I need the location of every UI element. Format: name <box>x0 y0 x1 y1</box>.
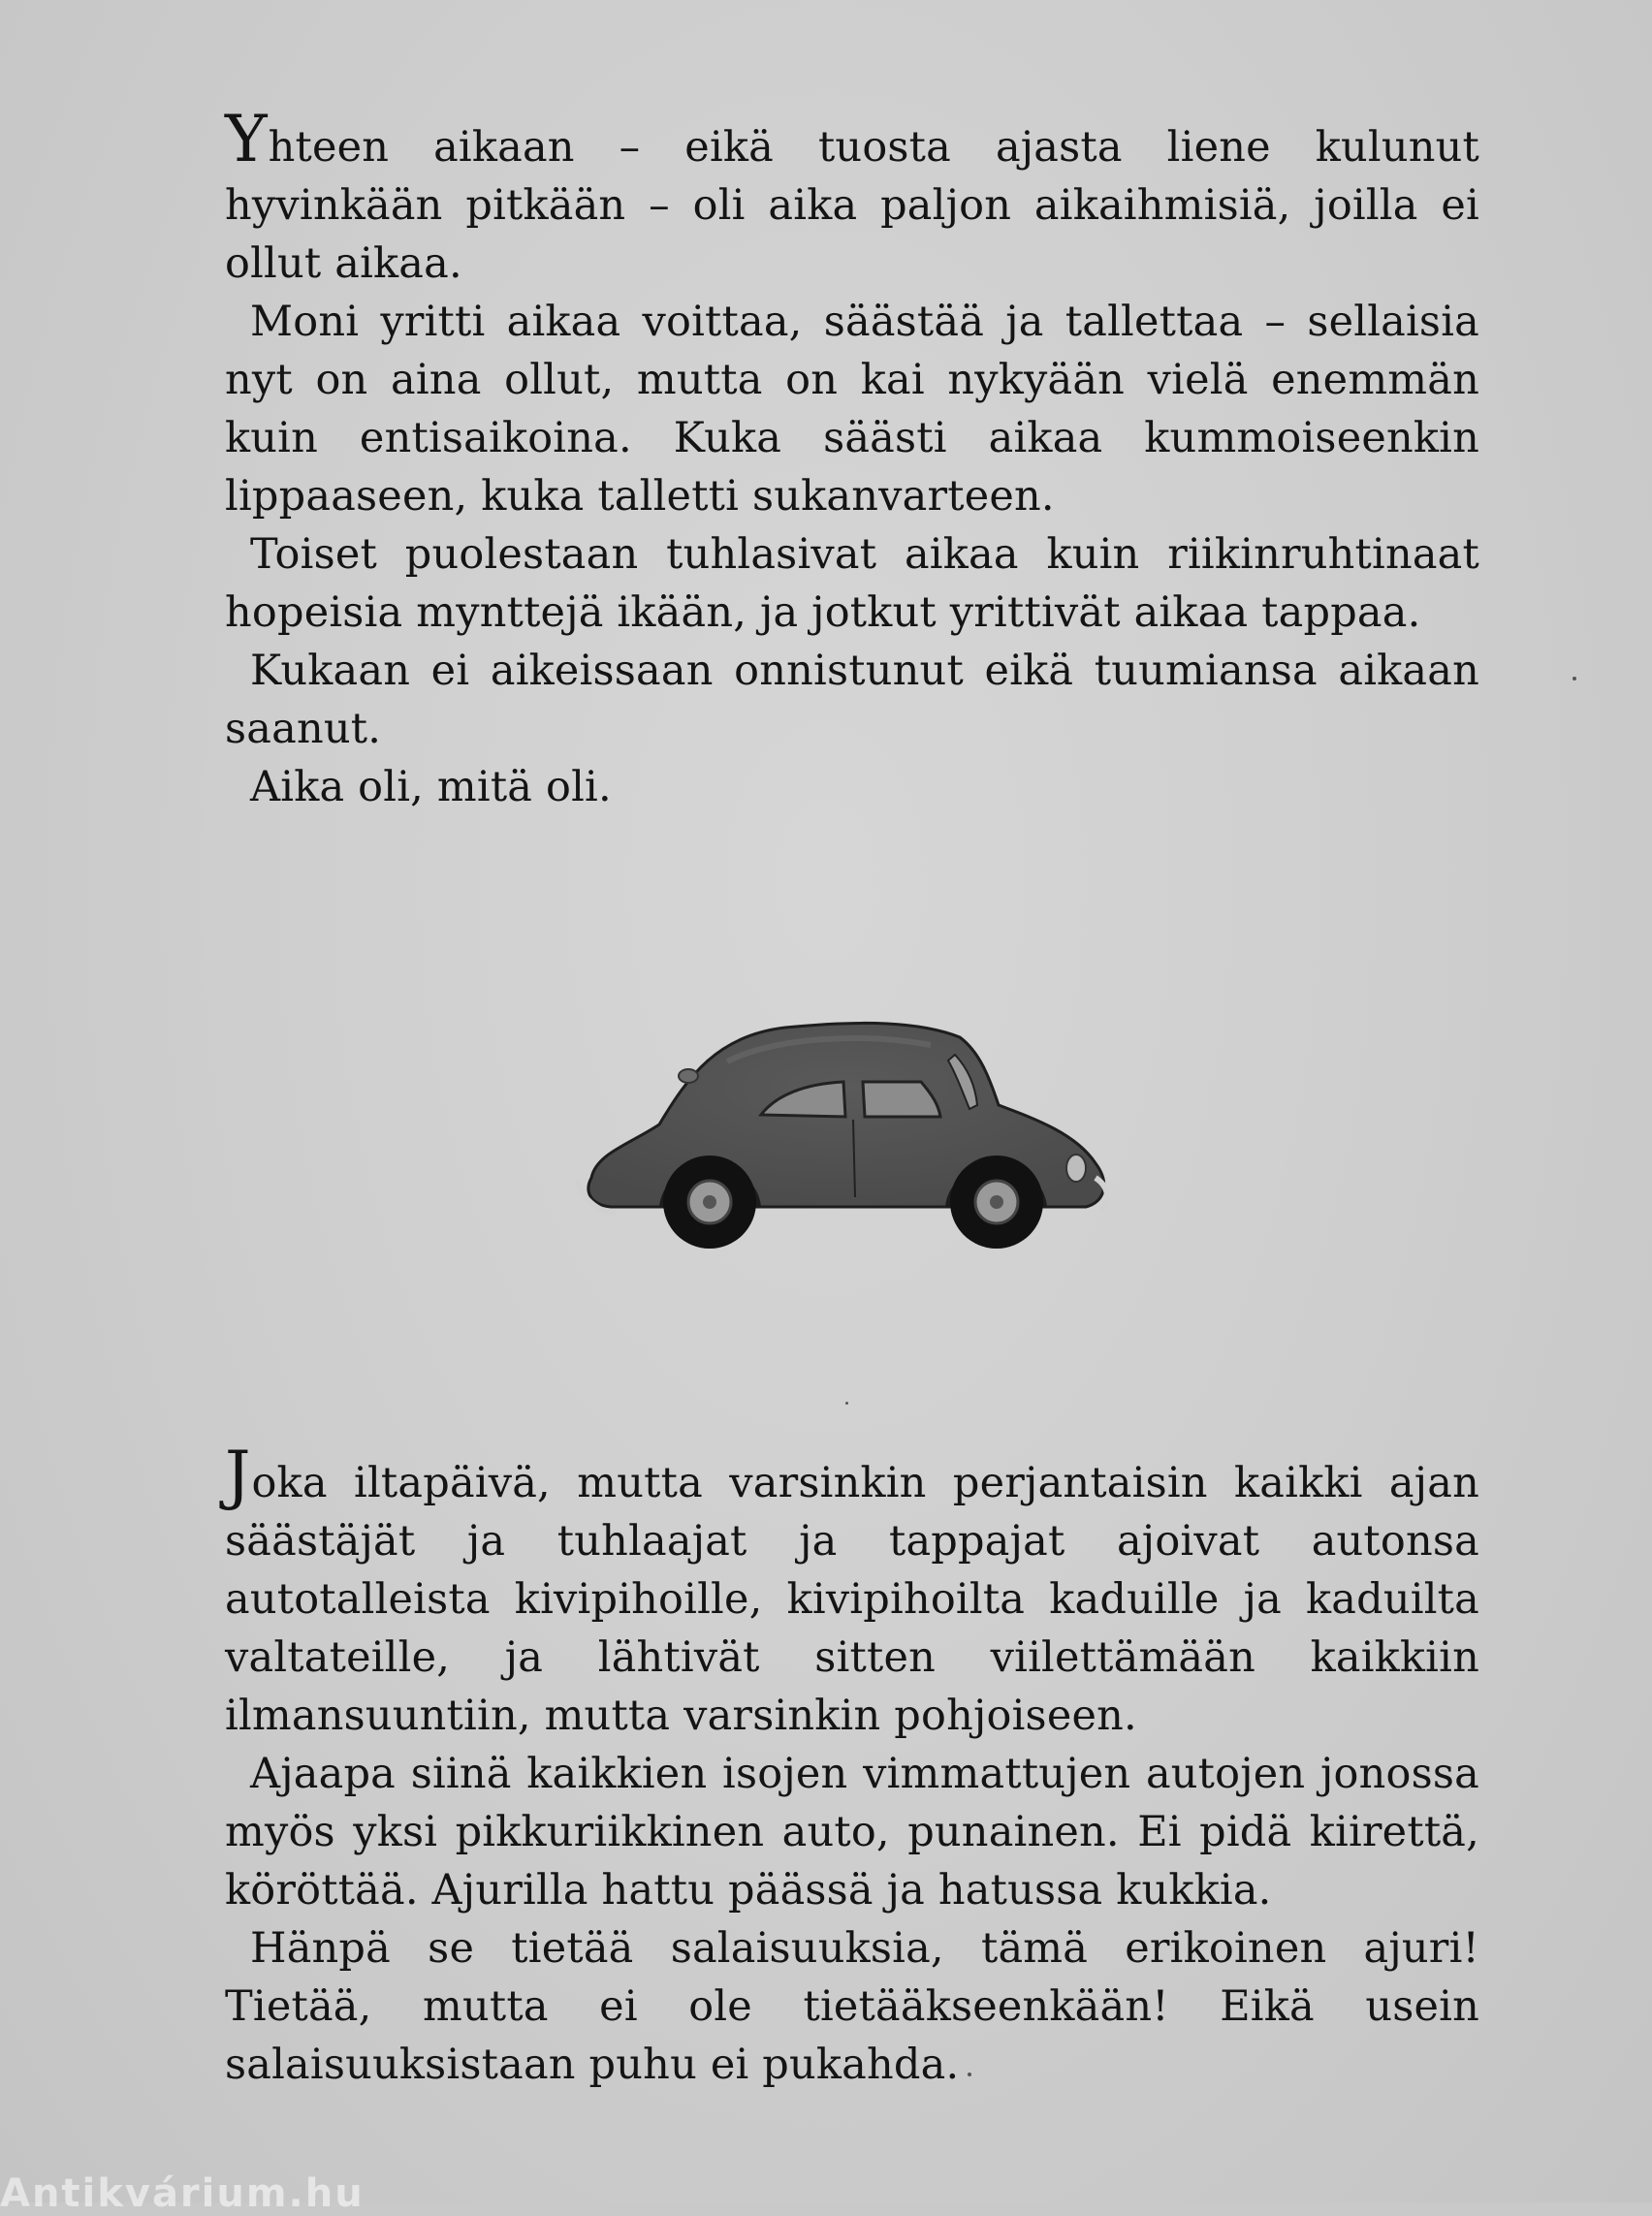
text-section-one <box>225 102 1479 816</box>
paragraph-5: Aika oli, mitä oli. <box>250 763 612 811</box>
paragraph-text: oka iltapäivä, mutta varsinkin perjantaisin kaikki ajan säästäjät ja tuhlaajat ja tappajat ajoivat autonsa autotalleista kivipihoille, kivipihoilta kaduille ja kaduilta valtateille, ja lähtivät sitten viilettämään kaikkiin ilmansuuntiin, mutta varsinkin pohjoiseen. <box>225 1459 1479 1740</box>
text-section-two <box>225 1438 1479 2094</box>
paper-speck <box>845 1402 848 1405</box>
car-front-wheel <box>950 1155 1043 1249</box>
paragraph-6 <box>225 1438 1479 1745</box>
paper-speck <box>968 2073 971 2076</box>
watermark-text: Antikvárium.hu <box>0 2171 365 2216</box>
car-illustration <box>572 1008 1125 1270</box>
drop-cap-letter: J <box>225 1438 252 1512</box>
paper-speck <box>1573 677 1576 681</box>
car-headlight <box>1066 1155 1086 1182</box>
paragraph-8: Hänpä se tietää salaisuuksia, tämä erikoinen ajuri! Tietää, mutta ei ole tietääkseenkään! Eikä usein salaisuuksistaan puhu ei pukahda. <box>225 1924 1479 2089</box>
car-rear-wheel <box>663 1155 756 1249</box>
paragraph-1 <box>225 102 1479 293</box>
paragraph-2: Moni yritti aikaa voittaa, säästää ja tallettaa – sellaisia nyt on aina ollut, mutta on kai nykyään vielä enemmän kuin entisaikoina. Kuka säästi aikaa kummoiseenkin lippaaseen, kuka talletti sukanvarteen. <box>225 298 1479 521</box>
paragraph-7: Ajaapa siinä kaikkien isojen vimmattujen autojen jonossa myös yksi pikkuriikkinen auto, punainen. Ei pidä kiirettä, köröttää. Ajurilla hattu päässä ja hatussa kukkia. <box>225 1750 1479 1915</box>
paragraph-4: Kukaan ei aikeissaan onnistunut eikä tuumiansa aikaan saanut. <box>225 647 1479 753</box>
drop-cap-letter: Y <box>225 102 269 176</box>
paragraph-3: Toiset puolestaan tuhlasivat aikaa kuin riikinruhtinaat hopeisia mynttejä ikään, ja jotkut yrittivät aikaa tappaa. <box>225 530 1479 637</box>
paragraph-text: hteen aikaan – eikä tuosta ajasta liene kulunut hyvinkään pitkään – oli aika paljon aikaihmisiä, joilla ei ollut aikaa. <box>225 123 1479 288</box>
